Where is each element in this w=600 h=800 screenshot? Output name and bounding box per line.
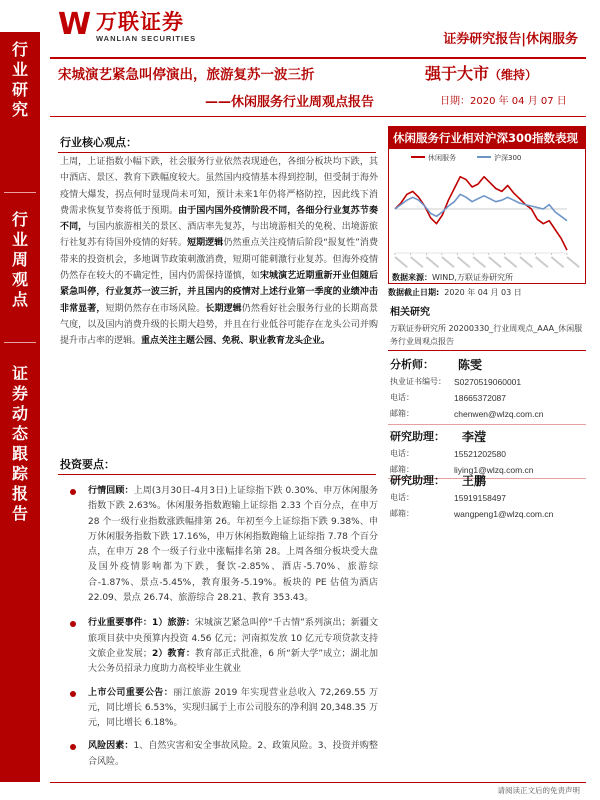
x-tick-label: [535, 256, 549, 268]
sidebar-char: 动: [11, 404, 28, 423]
x-tick-label: [566, 256, 580, 268]
legend-label: 沪深300: [494, 154, 522, 162]
title-divider: [50, 116, 586, 117]
report-category: 证券研究报告|休闲服务: [443, 32, 578, 47]
core-text-bold: 宋城演艺近期重新开业但随后紧急叫停，行业复苏一波三折，并且国内的疫情对上述行业第一季度的业绩冲击非常显著，: [60, 271, 378, 314]
sidebar-section-tracking: [0, 364, 40, 524]
bullet-sublabel: 2）教育：: [151, 648, 195, 659]
analyst-phone: 18665372087: [454, 393, 507, 403]
sidebar-char: 周: [11, 250, 28, 269]
analyst-email[interactable]: chenwen@wlzq.com.cn: [454, 409, 544, 419]
header-divider: [50, 57, 586, 59]
x-tick-label: [551, 256, 565, 268]
assistant-phone: 15521202580: [454, 449, 507, 459]
rating: [425, 64, 537, 85]
logo-chinese: 万联证券: [96, 10, 184, 34]
investment-heading: 投资要点：: [60, 458, 115, 471]
core-view-heading: 行业核心观点：: [60, 136, 137, 149]
sidebar-divider: [4, 342, 36, 343]
report-subtitle: ——休闲服务行业周观点报告: [205, 95, 375, 110]
sidebar-char: 踪: [11, 464, 28, 483]
footer-divider: [50, 782, 586, 783]
sidebar-char: 报: [11, 484, 28, 503]
list-item: [60, 484, 378, 606]
x-tick-label: [426, 256, 440, 268]
assistant-name: 王鹏: [462, 474, 487, 488]
sidebar-char: 点: [11, 290, 28, 309]
left-sidebar: [0, 32, 40, 782]
x-tick-label: [504, 256, 518, 268]
mail-label: 邮箱：: [390, 465, 414, 474]
x-tick-label: [457, 256, 471, 268]
x-tick-label: [410, 256, 424, 268]
series-line: [395, 194, 567, 220]
data-source-label: 数据来源：: [392, 273, 432, 282]
core-text-part: 仍然看好社会服务行业的长期高景气度，以及国内消费升级的长期大趋势，并且在行业低谷可能存在龙头公司并购提升市占率的逻辑。: [60, 303, 378, 347]
sidebar-char: 观: [11, 270, 28, 289]
sidebar-section-weekly: [0, 210, 40, 310]
mail-label: 邮箱：: [390, 409, 414, 418]
core-text-part: 与国内旅游相关的景区、酒店率先复苏，与出境游相关的免税、出境游旅行社复苏有待国外疫情的好转。: [60, 222, 378, 249]
sidebar-char: 跟: [11, 444, 28, 463]
sidebar-char: 证: [11, 364, 28, 383]
bullet-label: 行情回顾：: [88, 486, 134, 496]
sidebar-char: 行: [11, 210, 28, 229]
cert-label: 执业证书编号：: [390, 377, 446, 386]
bullet-text: 上周(3月30日-4月3日)上证综指下跌 0.30%、申万休闲服务指数下跌 2.63%。休闲服务指数跑输上证综指 2.33 个百分点，在申万 28 个一级行业指数涨跌幅排第 26。年初至今上证综指下跌 9.38%、申万休闲服务指数下跌 17.16%，申万休闲指数跑输上证综指 7.78 个百分点，在申万 28 个一级子行业中涨幅排名第 28。上周各细分板块受大盘及国外疫情影响都为下跌，餐饮-2.85%、酒店-5.70%、旅游综合-1.87%、景点-5.45%，教育服务-5.19%。板块的 PE 估值为酒店 22.09、景点 26.74、旅游综合 28.21、教育 353.43。: [88, 486, 378, 604]
rating-note: （维持）: [489, 68, 538, 82]
analyst-divider: [388, 424, 586, 425]
disclaimer-note: 请阅读正文后的免责声明: [497, 786, 580, 795]
bullet-label: 风险因素：: [88, 741, 134, 752]
x-tick-label: [394, 256, 408, 268]
assistant-phone: 15919158497: [454, 493, 507, 503]
data-cutoff-label: 数据截止日期:: [388, 288, 440, 297]
tel-label: 电话：: [390, 393, 414, 402]
sidebar-divider: [4, 192, 36, 193]
x-tick-label: [441, 256, 455, 268]
data-cutoff-value: 2020 年 04 月 03 日: [444, 288, 522, 297]
assistant-name: 李滢: [462, 430, 487, 444]
chart-title: 休闲服务行业相对沪深300指数表现: [389, 127, 585, 149]
core-text-bold: 长期逻辑: [205, 303, 242, 314]
legend-label: 休闲服务: [428, 154, 456, 162]
assistant-email[interactable]: liying1@wlzq.com.cn: [454, 465, 534, 475]
assistant-label: 研究助理：: [390, 474, 445, 487]
core-view-text: [60, 154, 378, 350]
logo-english: WANLIAN SECURITIES: [96, 34, 197, 43]
core-view-rule: [58, 152, 376, 153]
performance-chart: [388, 126, 586, 284]
core-text-part: 上周，上证指数小幅下跌，社会服务行业依然表现逊色，各细分板块均下跌，其中酒店、景区、教育下跌幅度较大。虽然国内疫情基本得到控制，但受制于海外疫情大爆发，拐点何时显现尚未可知，预计未来1年仍将严格防控，因此线下消费需求恢复节奏将低于预期。: [60, 157, 378, 216]
tel-label: 电话：: [390, 493, 414, 502]
tel-label: 电话：: [390, 449, 414, 458]
analyst-label: 分析师：: [390, 358, 434, 371]
list-item: [60, 686, 378, 732]
logo-mark-icon: W: [58, 7, 92, 42]
related-link[interactable]: 万联证券研究所 20200330_行业周观点_AAA_休闲服务行业周观点报告: [390, 324, 583, 346]
sidebar-char: 券: [11, 384, 28, 403]
list-item: [60, 616, 378, 677]
core-text-part: 仍然重点关注疫情后阶段“报复性”消费带来的投资机会，多地调节政策刺激消费，短期可能刺激行业复苏。但海外疫情仍然存在较大的不确定性，国内仍需保持谨慎，如: [60, 238, 378, 282]
rating-value: 强于大市: [425, 64, 490, 83]
x-tick-label: [473, 256, 487, 268]
core-text-part: 短期仍然存在市场风险。: [105, 303, 206, 314]
core-text-bold: 短期逻辑: [187, 238, 224, 249]
sidebar-char: 行: [11, 40, 28, 59]
sidebar-section-research: [0, 40, 40, 120]
related-heading: 相关研究: [390, 307, 430, 318]
sidebar-char: 告: [11, 504, 28, 523]
data-source-text: WIND,万联证券研究所: [432, 273, 513, 282]
bullet-text: 宋城演艺紧急叫停“千古情”系列演出；新疆文旅项目获中央预算内投资 4.56 亿元；河南拟发放 10 亿元专项贷款支持文旅企业发展；: [88, 618, 378, 659]
series-line: [395, 177, 567, 250]
investment-list: [60, 484, 378, 770]
related-rule: [388, 350, 586, 351]
bullet-text: 1、自然灾害和安全事故风险。2、政策风险。3、投资并购整合风险。: [88, 741, 378, 767]
bullet-label: 行业重要事件：: [88, 618, 152, 629]
analyst-name: 陈雯: [458, 358, 483, 372]
report-date: 日期：2020 年 04 月 07 日: [440, 96, 567, 107]
core-text-bold: 由于国内国外疫情阶段不同，各细分行业复苏节奏不同，: [60, 205, 378, 233]
report-title: 宋城演艺紧急叫停演出，旅游复苏一波三折: [58, 67, 315, 83]
mail-label: 邮箱：: [390, 509, 414, 518]
sidebar-char: 业: [11, 230, 28, 249]
chart-plot: [389, 149, 585, 283]
investment-rule: [58, 474, 376, 475]
assistant-email[interactable]: wangpeng1@wlzq.com.cn: [454, 509, 554, 519]
bullet-text: 丽江旅游 2019 年实现营业总收入 72,269.55 万元，同比增长 6.53%，实现归属于上市公司股东的净利润 20,348.35 万元，同比增长 6.18%。: [88, 687, 378, 729]
sidebar-char: 究: [11, 100, 28, 119]
bullet-sublabel: 1）旅游：: [151, 618, 195, 629]
company-logo: [58, 7, 258, 44]
bullet-text: 教育部正式批准，6 所“新大学”成立；湖北加大公务员招录力度助力高校毕业生就业: [88, 648, 378, 675]
core-text-bold: 重点关注主题公园、免税、职业教育龙头企业。: [141, 336, 331, 347]
bullet-label: 上市公司重要公告：: [88, 687, 174, 698]
x-tick-label: [488, 256, 502, 268]
x-tick-label: [519, 256, 533, 268]
sidebar-char: 研: [11, 80, 28, 99]
sidebar-char: 态: [11, 424, 28, 443]
data-cutoff: [388, 287, 522, 299]
cert-number: S0270519060001: [454, 377, 522, 387]
assistant-label: 研究助理：: [390, 430, 445, 443]
list-item: [60, 739, 378, 770]
sidebar-char: 业: [11, 60, 28, 79]
data-source: [392, 272, 513, 284]
